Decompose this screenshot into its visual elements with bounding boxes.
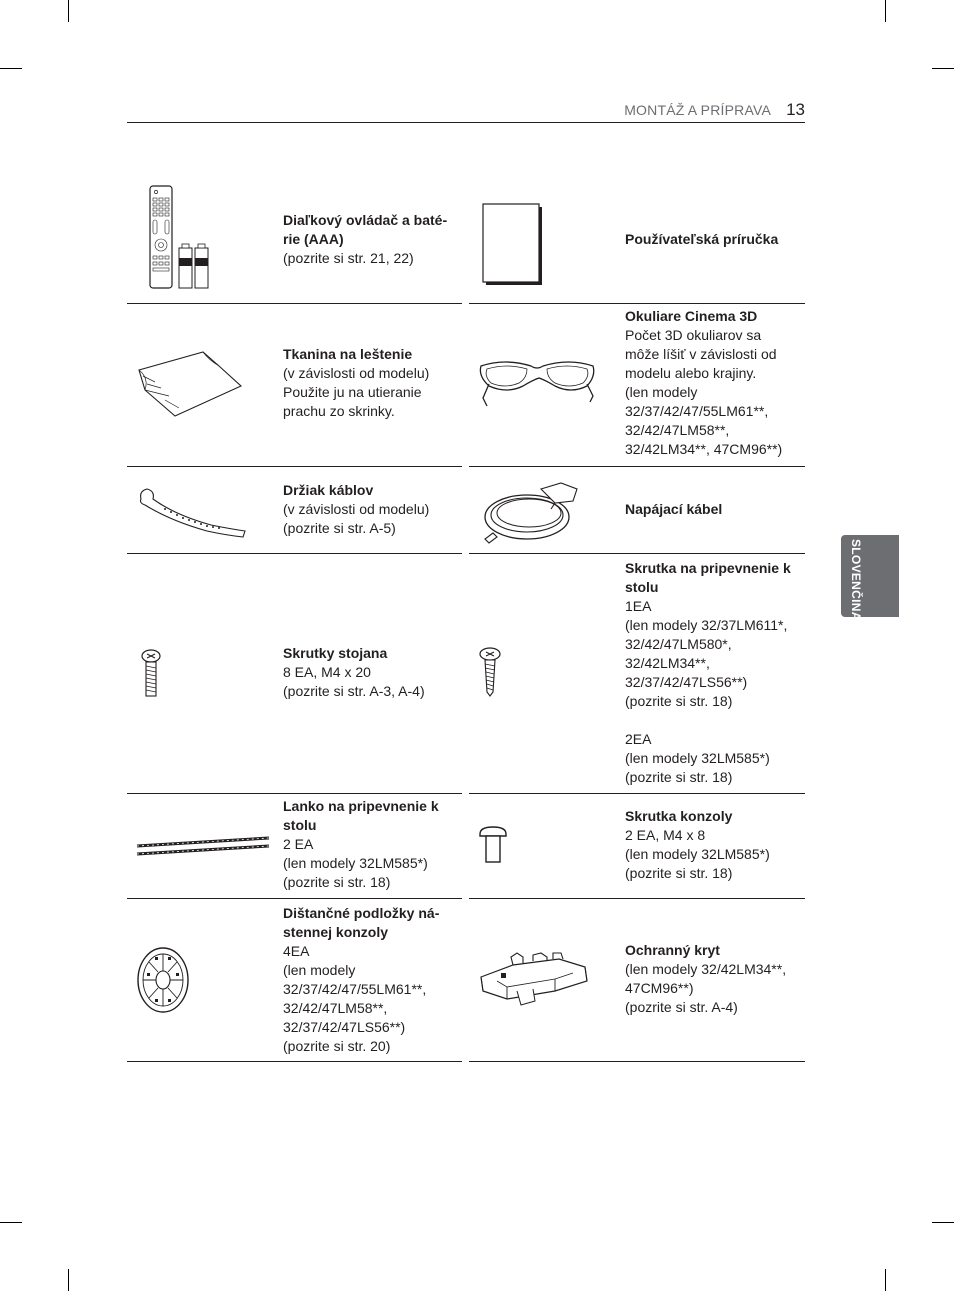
item-title-line: Skrutka konzoly <box>625 808 733 824</box>
item-title-line: Diaľkový ovládač a baté- <box>283 212 448 228</box>
item-title-line: Držiak káblov <box>283 482 374 498</box>
page-number: 13 <box>786 100 805 119</box>
protective-cover-icon <box>477 951 589 1007</box>
item-detail-line: (pozrite si str. 21, 22) <box>283 250 414 266</box>
cable-holder-icon <box>135 485 249 539</box>
section-title: MONTÁŽ A PRÍPRAVA <box>624 102 771 118</box>
item-detail-line: Počet 3D okuliarov sa <box>625 327 762 343</box>
item-detail-line: 32/42LM34**, <box>625 655 710 671</box>
item-user-manual <box>469 172 805 304</box>
item-detail-gap <box>625 711 803 730</box>
item-detail-line: (pozrite si str. 18) <box>283 874 391 890</box>
desk-mount-screw-icon <box>477 646 503 698</box>
item-detail-line: 8 EA, M4 x 20 <box>283 664 371 680</box>
crop-mark <box>68 0 69 22</box>
power-cord-icon <box>481 479 581 545</box>
item-text <box>625 941 803 1017</box>
item-detail-line: (pozrite si str. A-4) <box>625 999 738 1015</box>
page-header <box>127 100 805 123</box>
item-remote-control <box>127 172 462 304</box>
item-detail-line: 32/37/42/47/55LM61**, <box>283 981 427 997</box>
item-detail-line: môže líšiť v závislosti od <box>625 346 777 362</box>
item-wall-mount-spacers <box>127 899 462 1062</box>
item-text <box>283 211 461 268</box>
user-manual-icon <box>481 202 545 288</box>
remote-control-batteries-icon <box>147 184 217 290</box>
item-detail-line: (len modely 32LM585*) <box>625 846 770 862</box>
wall-mount-spacer-icon <box>135 945 191 1015</box>
item-title-line: Používateľská príručka <box>625 231 779 247</box>
crop-mark <box>0 68 22 69</box>
crop-mark <box>68 1269 69 1291</box>
item-detail-line: 2 EA <box>283 836 314 852</box>
item-title-line: stennej konzoly <box>283 924 389 940</box>
item-text <box>283 797 461 892</box>
item-text <box>283 481 461 538</box>
language-tab-label: SLOVENČINA <box>849 539 863 621</box>
item-title-line: Skrutka na pripevnenie k <box>625 560 791 576</box>
crop-mark <box>932 1222 954 1223</box>
item-detail-line: 32/37/42/47LS56**) <box>283 1019 406 1035</box>
item-title-line: Ochranný kryt <box>625 942 720 958</box>
item-detail-line: (len modely <box>625 384 698 400</box>
item-detail-line: modelu alebo krajiny. <box>625 365 757 381</box>
crop-mark <box>885 0 886 22</box>
item-title-line: stolu <box>625 579 659 595</box>
crop-mark <box>885 1269 886 1291</box>
item-detail-line: 4EA <box>283 943 310 959</box>
item-detail-line: (len modely 32/42LM34**, <box>625 961 787 977</box>
item-title-line: stolu <box>283 817 317 833</box>
item-detail-line: 32/42/47LM58**, <box>625 422 730 438</box>
item-detail-line: 32/42/47LM580*, <box>625 636 732 652</box>
item-detail-line: 32/42/47LM58**, <box>283 1000 388 1016</box>
item-title-line: rie (AAA) <box>283 231 344 247</box>
item-text <box>625 807 803 883</box>
item-detail-line: 32/42LM34**, 47CM96**) <box>625 441 783 457</box>
item-title-line: Skrutky stojana <box>283 645 388 661</box>
item-text <box>625 559 803 787</box>
item-cable-holder <box>127 467 462 554</box>
item-detail-line: (len modely 32/37LM611*, <box>625 617 788 633</box>
item-text <box>283 904 461 1056</box>
item-detail-line: (pozrite si str. 18) <box>625 769 733 785</box>
item-detail-line: (pozrite si str. 18) <box>625 693 733 709</box>
item-bracket-screw <box>469 794 805 899</box>
item-detail-line: 2EA <box>625 731 652 747</box>
crop-mark <box>0 1222 22 1223</box>
item-desk-mount-cable <box>127 794 462 899</box>
3d-glasses-icon <box>475 354 599 412</box>
polishing-cloth-icon <box>135 348 245 420</box>
item-detail-line: (pozrite si str. A-5) <box>283 520 396 536</box>
item-title-line: Dištančné podložky ná- <box>283 905 440 921</box>
item-detail-line: 47CM96**) <box>625 980 694 996</box>
item-detail-line: (len modely 32LM585*) <box>283 855 428 871</box>
item-title-line: Okuliare Cinema 3D <box>625 308 758 324</box>
crop-mark <box>932 68 954 69</box>
item-title-line: Lanko na pripevnenie k <box>283 798 439 814</box>
bracket-screw-icon <box>477 824 509 864</box>
item-protective-cover <box>469 899 805 1062</box>
item-text <box>625 500 803 519</box>
item-polishing-cloth <box>127 304 462 467</box>
item-detail-line: 1EA <box>625 598 652 614</box>
item-title-line: Tkanina na leštenie <box>283 346 413 362</box>
item-desk-mount-screw <box>469 554 805 794</box>
item-stand-screws <box>127 554 462 794</box>
item-detail-line: (v závislosti od modelu) <box>283 365 430 381</box>
item-text <box>283 345 461 421</box>
item-detail-line: (pozrite si str. 18) <box>625 865 733 881</box>
item-text <box>283 644 461 701</box>
item-detail-line: 32/37/42/47LS56**) <box>625 674 748 690</box>
item-detail-line: (len modely <box>283 962 356 978</box>
item-detail-line: Použite ju na utieranie <box>283 384 422 400</box>
item-detail-line: (pozrite si str. A-3, A-4) <box>283 683 425 699</box>
item-3d-glasses <box>469 304 805 467</box>
item-power-cord <box>469 467 805 554</box>
item-detail-line: prachu zo skrinky. <box>283 403 395 419</box>
item-detail-line: 32/37/42/47/55LM61**, <box>625 403 769 419</box>
item-detail-line: (v závislosti od modelu) <box>283 501 430 517</box>
item-detail-line: (len modely 32LM585*) <box>625 750 770 766</box>
desk-mount-cable-icon <box>135 832 271 860</box>
language-tab <box>841 535 899 621</box>
item-detail-line: (pozrite si str. 20) <box>283 1038 391 1054</box>
stand-screw-icon <box>139 648 163 700</box>
item-detail-line: 2 EA, M4 x 8 <box>625 827 706 843</box>
item-text <box>625 307 803 459</box>
item-title-line: Napájací kábel <box>625 501 723 517</box>
item-text <box>625 230 803 249</box>
